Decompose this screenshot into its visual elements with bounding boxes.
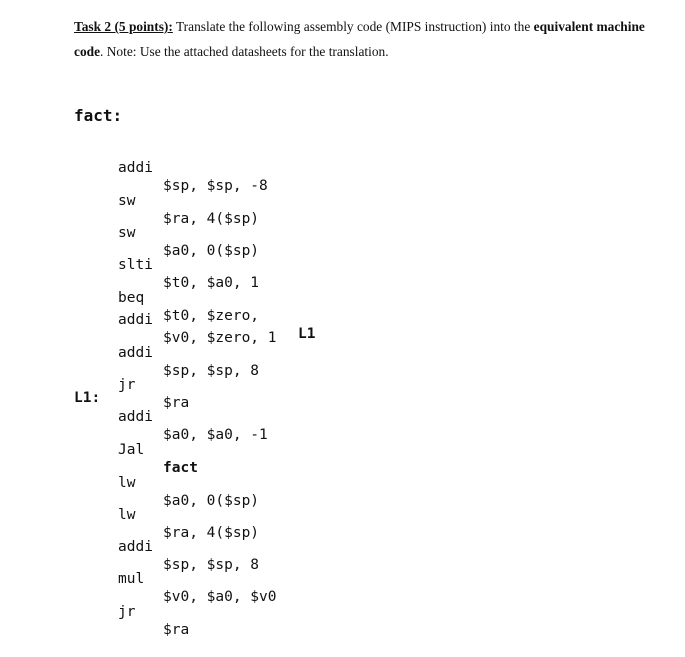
code-args: $t0, $a0, 1 [163, 275, 260, 291]
code-args: $a0, $a0, -1 [163, 427, 268, 443]
task-text-1: Translate the following assembly code (MIPS instruction) into the [172, 19, 534, 34]
code-op: addi [118, 539, 153, 555]
code-args: $v0, $zero, 1 [163, 330, 277, 346]
code-args: $ra [163, 622, 190, 638]
code-op: mul [118, 571, 145, 587]
code-args: $a0, 0($sp) [163, 493, 260, 509]
code-args: $t0, $zero, [163, 308, 260, 324]
code-op: slti [118, 257, 153, 273]
code-args: $sp, $sp, 8 [163, 363, 260, 379]
code-args: fact [163, 460, 198, 476]
code-op: sw [118, 225, 136, 241]
code-op: Jal [118, 442, 145, 458]
code-args: $v0, $a0, $v0 [163, 589, 277, 605]
code-args: $ra [163, 395, 190, 411]
task-text-2: . Note: Use the attached datasheets for the translation. [100, 44, 389, 59]
code-op: addi [118, 345, 153, 361]
l1-label: L1: [74, 390, 101, 406]
task-emphasis: equivalent machine code [74, 19, 645, 59]
code-args: $sp, $sp, 8 [163, 557, 260, 573]
code-op: beq [118, 290, 145, 306]
code-op: jr [118, 377, 136, 393]
code-op: lw [118, 475, 136, 491]
code-op: addi [118, 312, 153, 328]
code-op: addi [118, 160, 153, 176]
code-args: $a0, 0($sp) [163, 243, 260, 259]
branch-target: L1 [298, 326, 316, 342]
code-op: jr [118, 604, 136, 620]
fact-label: fact: [74, 106, 123, 125]
code-op: lw [118, 507, 136, 523]
code-op: sw [118, 193, 136, 209]
code-line [0, 585, 190, 657]
code-args: $ra, 4($sp) [163, 211, 260, 227]
code-args: $ra, 4($sp) [163, 525, 260, 541]
code-op: addi [118, 409, 153, 425]
task-label: Task 2 (5 points): [74, 19, 173, 34]
code-args: $sp, $sp, -8 [163, 178, 268, 194]
